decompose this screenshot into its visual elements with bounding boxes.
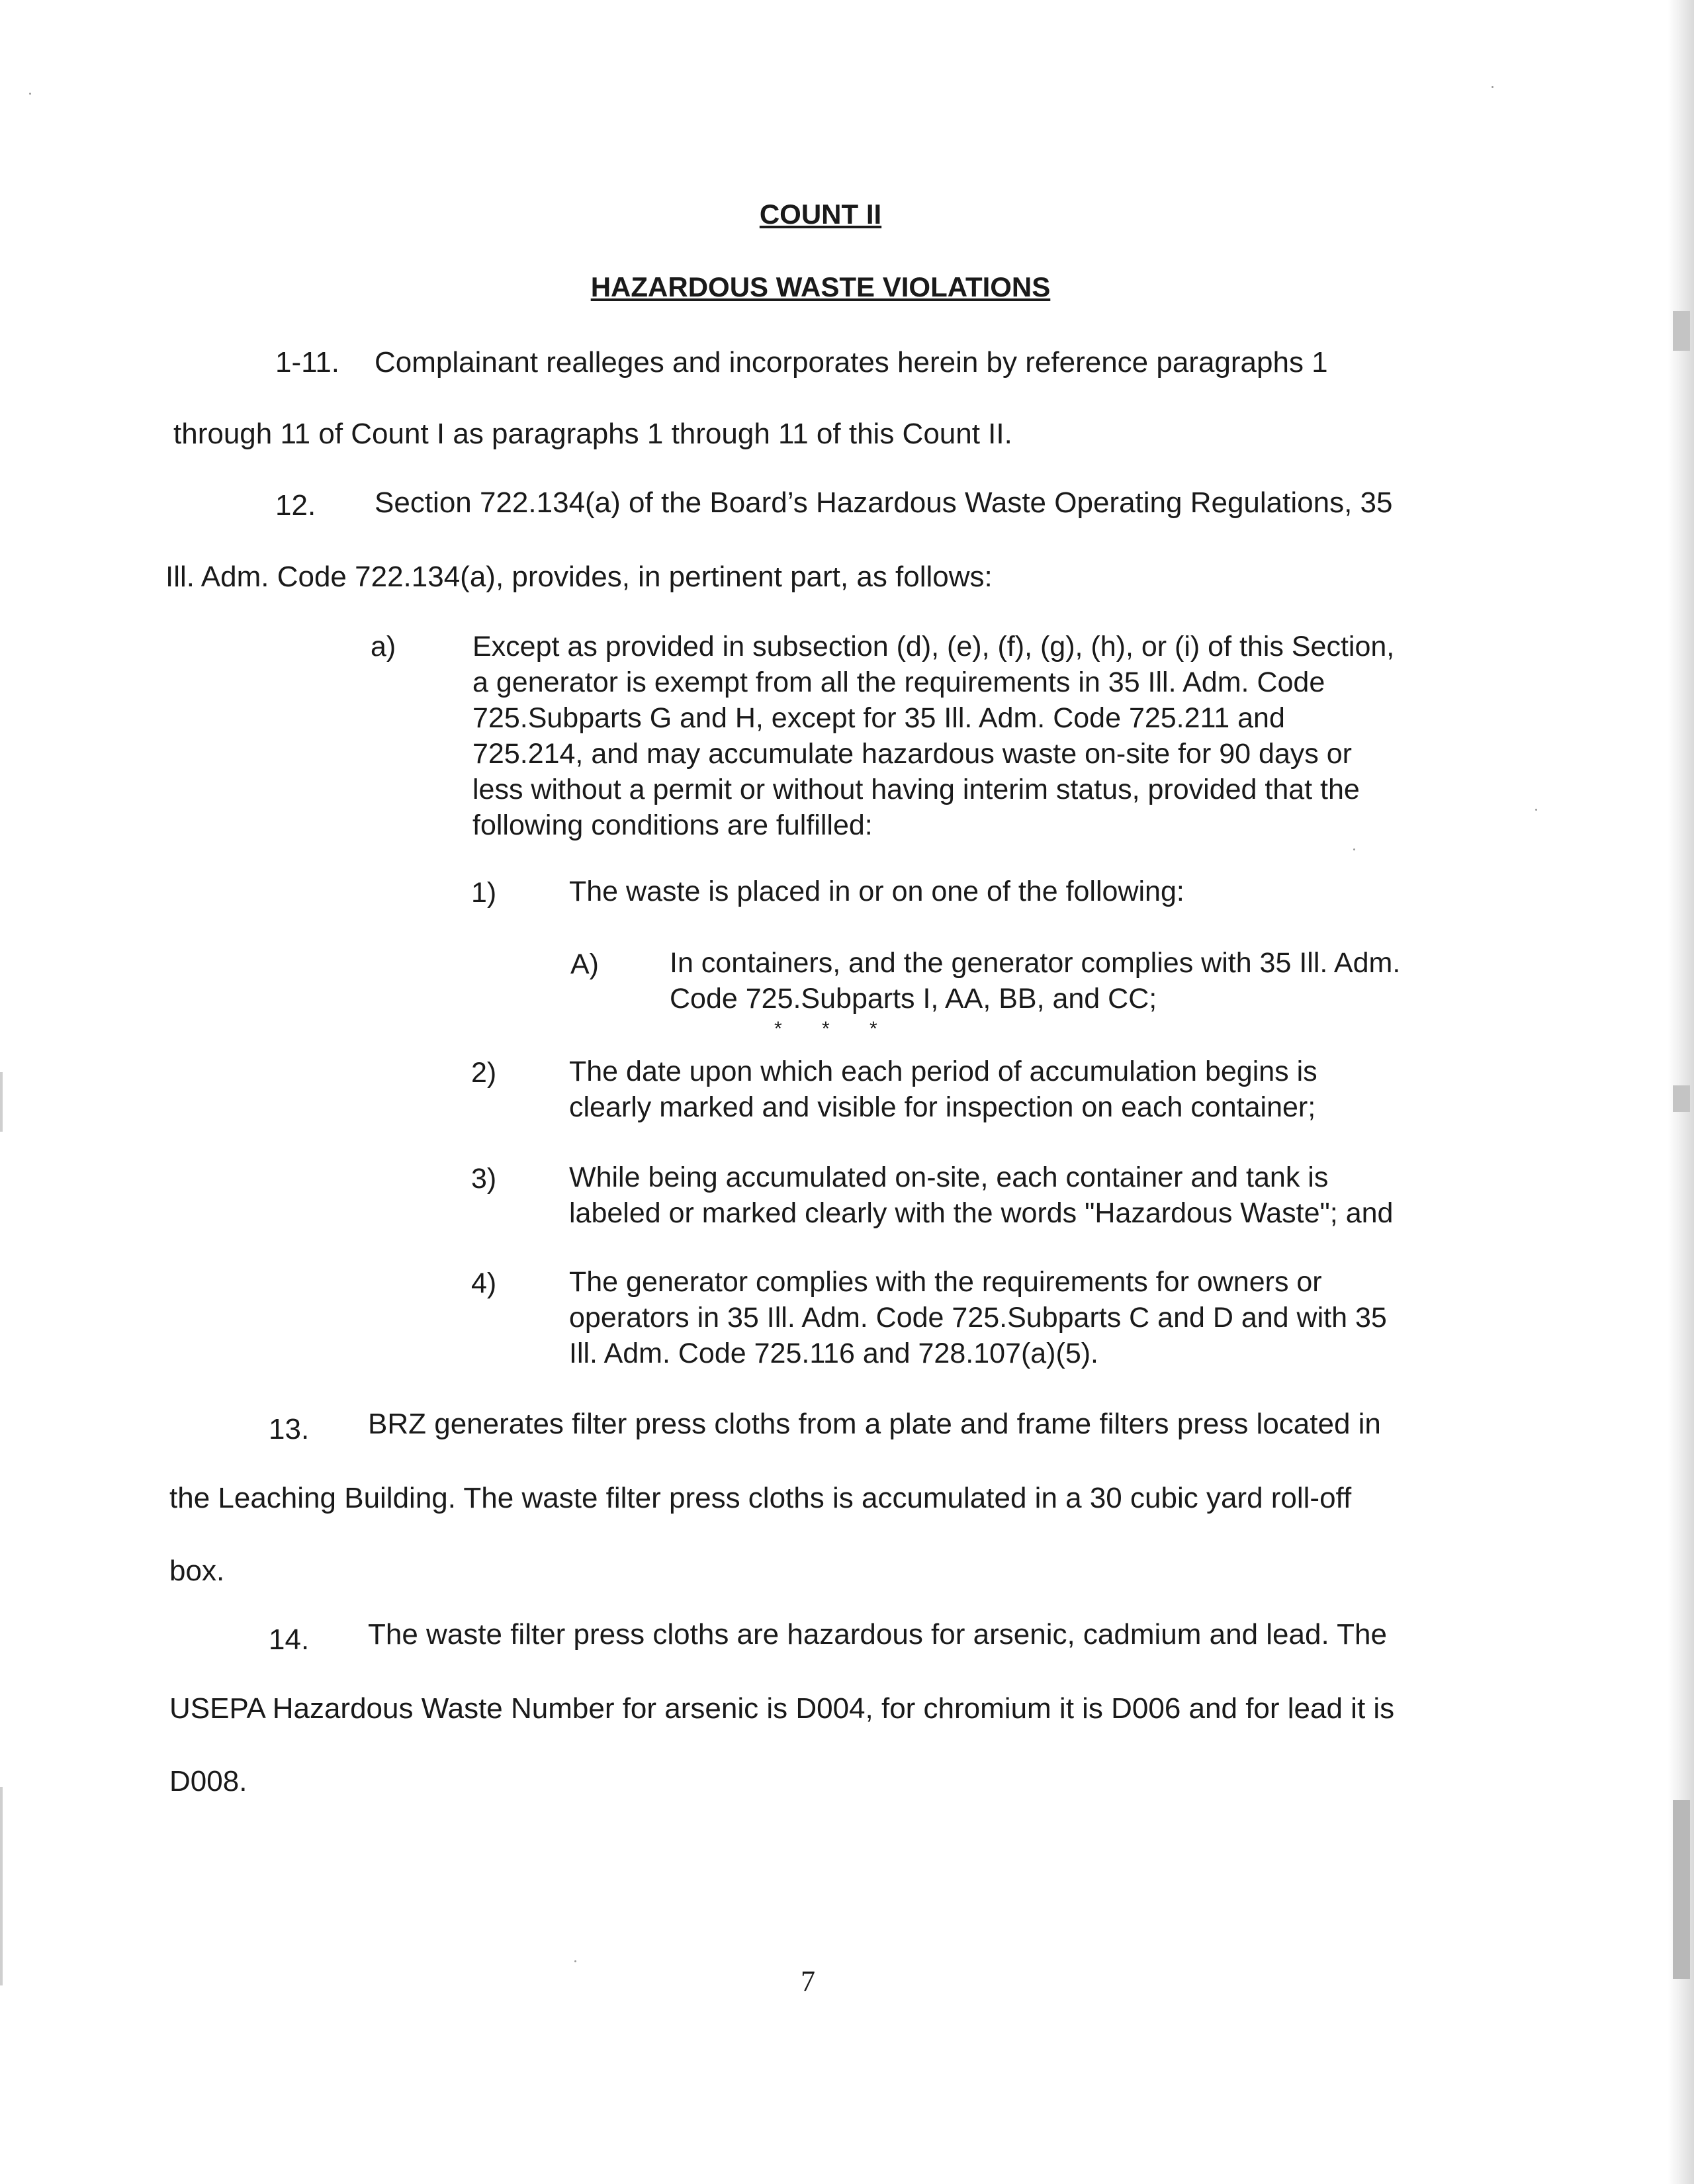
subsection-a-text: [472, 629, 1394, 843]
para-13-line: the Leaching Building. The waste filter press cloths is accumulated in a 30 cubic yard roll-off: [169, 1482, 1352, 1514]
item-3-label: 3): [471, 1163, 497, 1195]
quote-line: The date upon which each period of accumulation begins is: [569, 1056, 1317, 1087]
scan-speck: [29, 93, 31, 95]
item-4-text: [569, 1264, 1387, 1371]
quote-line: labeled or marked clearly with the words "Hazardous Waste"; and: [569, 1197, 1394, 1229]
ellipsis-stars: * * *: [774, 1018, 895, 1040]
scan-edge-mark: [1673, 1085, 1690, 1112]
item-1-label: 1): [471, 877, 497, 909]
quote-line: Code 725.Subparts I, AA, BB, and CC;: [670, 983, 1157, 1015]
item-A-text: [670, 945, 1400, 1017]
scan-speck: [1353, 848, 1355, 850]
para-12-number: 12.: [275, 489, 316, 522]
para-1-11-line: through 11 of Count I as paragraphs 1 through 11 of this Count II.: [173, 418, 1012, 450]
para-13-line: BRZ generates filter press cloths from a plate and frame filters press located in: [368, 1408, 1381, 1440]
item-A-label: A): [570, 948, 599, 980]
quote-line: less without a permit or without having interim status, provided that the: [472, 774, 1360, 805]
count-heading: COUNT II: [759, 199, 882, 230]
page-number: 7: [801, 1965, 815, 1997]
item-4-label: 4): [471, 1267, 497, 1299]
para-1-11-number: 1-11.: [275, 346, 340, 379]
para-13-number: 13.: [269, 1413, 310, 1445]
quote-line: Except as provided in subsection (d), (e), (f), (g), (h), or (i) of this Section,: [472, 631, 1395, 662]
para-14-line: USEPA Hazardous Waste Number for arsenic is D004, for chromium it is D006 and for lead it is: [169, 1692, 1395, 1725]
scan-edge-mark: [1673, 1800, 1690, 1979]
quote-line: following conditions are fulfilled:: [472, 809, 873, 841]
item-2-text: [569, 1054, 1317, 1125]
scan-edge-mark: [1673, 311, 1690, 351]
para-14-line: D008.: [169, 1765, 247, 1797]
scan-edge-left-mark: [0, 1072, 3, 1132]
para-14-number: 14.: [269, 1623, 310, 1656]
quote-line: Ill. Adm. Code 725.116 and 728.107(a)(5).: [569, 1338, 1098, 1369]
scan-speck: [1535, 809, 1537, 811]
quote-line: In containers, and the generator complies with 35 Ill. Adm.: [670, 947, 1401, 979]
quote-line: The generator complies with the requirements for owners or: [569, 1266, 1322, 1298]
para-12-line: Ill. Adm. Code 722.134(a), provides, in pertinent part, as follows:: [165, 561, 993, 593]
scan-edge-left-mark: [0, 1787, 3, 1985]
para-1-11-line: Complainant realleges and incorporates herein by reference paragraphs 1: [375, 346, 1328, 379]
section-title: HAZARDOUS WASTE VIOLATIONS: [590, 271, 1051, 302]
para-12-line: Section 722.134(a) of the Board’s Hazardous Waste Operating Regulations, 35: [375, 486, 1393, 519]
quote-line: operators in 35 Ill. Adm. Code 725.Subparts C and D and with 35: [569, 1302, 1387, 1334]
quote-line: While being accumulated on-site, each container and tank is: [569, 1161, 1329, 1193]
quote-line: a generator is exempt from all the requirements in 35 Ill. Adm. Code: [472, 666, 1325, 698]
subsection-a-label: a): [371, 631, 396, 662]
quote-line: 725.214, and may accumulate hazardous waste on-site for 90 days or: [472, 738, 1352, 770]
para-13-line: box.: [169, 1555, 225, 1587]
quote-line: clearly marked and visible for inspection on each container;: [569, 1091, 1316, 1123]
item-3-text: [569, 1160, 1393, 1231]
item-2-label: 2): [471, 1057, 497, 1089]
item-1-text: The waste is placed in or on one of the following:: [569, 876, 1184, 907]
scan-speck: [574, 1960, 576, 1962]
scan-speck: [1492, 86, 1493, 88]
quote-line: 725.Subparts G and H, except for 35 Ill. Adm. Code 725.211 and: [472, 702, 1285, 734]
para-14-line: The waste filter press cloths are hazardous for arsenic, cadmium and lead. The: [368, 1618, 1387, 1651]
